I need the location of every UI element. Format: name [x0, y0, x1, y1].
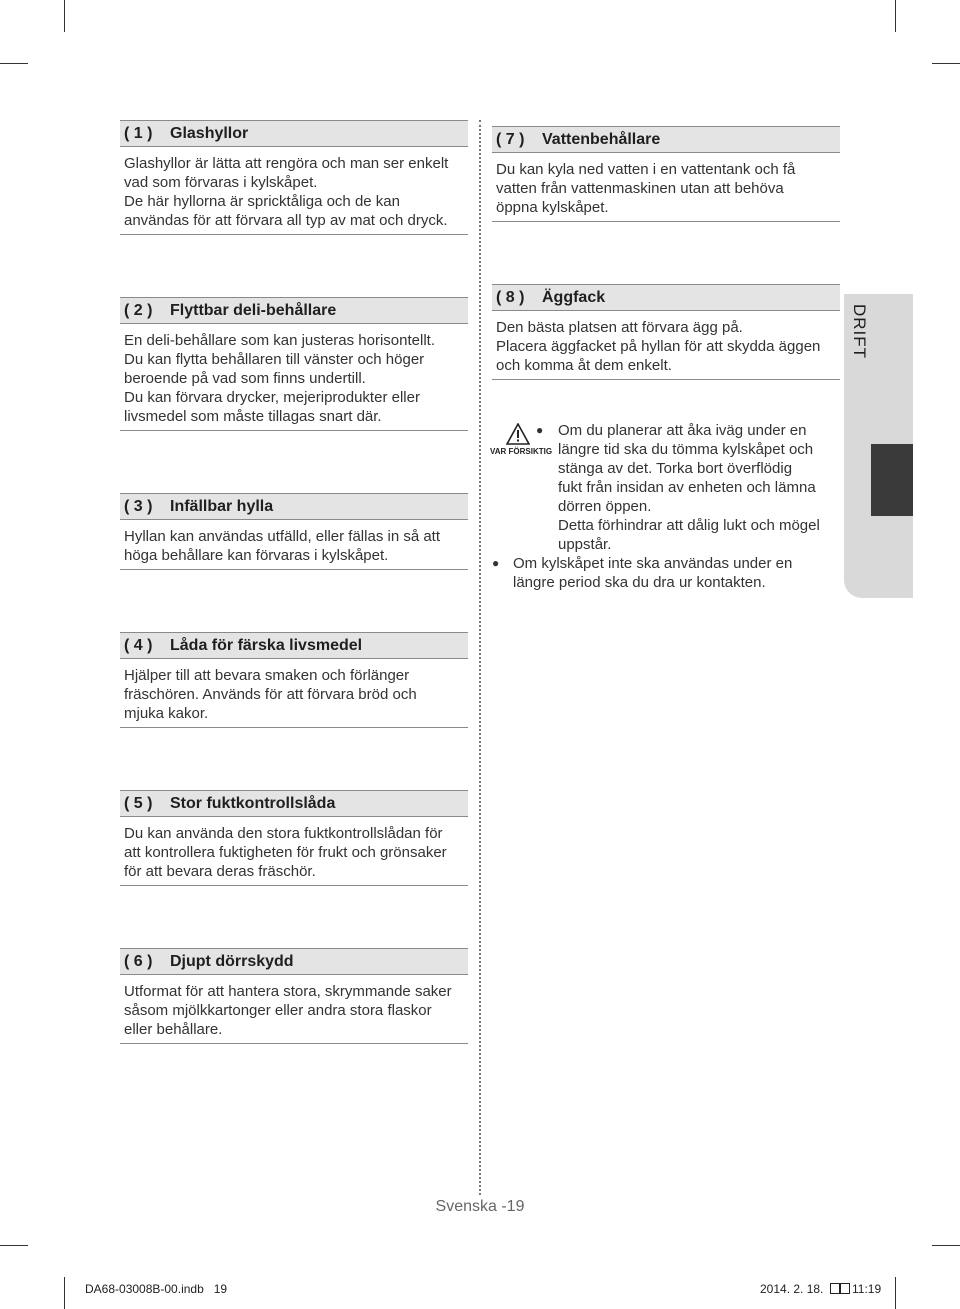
section-heading	[120, 493, 468, 520]
body-line: Hyllan kan användas utfälld, eller fällas in så att	[124, 528, 441, 545]
body-line: Du kan flytta behållaren till vänster och höger	[124, 351, 425, 368]
body-line: De här hyllorna är spricktåliga och de kan	[124, 193, 400, 210]
section-number: ( 1 )	[124, 124, 153, 142]
caution-line: Detta förhindrar att dålig lukt och mögel	[558, 517, 820, 534]
caution-label: VAR FÖRSIKTIG	[490, 447, 553, 456]
body-line: och komma åt dem enkelt.	[496, 357, 672, 374]
caution-list	[492, 421, 820, 592]
section-flyttbar-deli	[120, 297, 468, 431]
section-body	[120, 659, 468, 728]
section-aggfack	[492, 284, 840, 380]
section-title: Djupt dörrskydd	[170, 952, 294, 970]
section-number: ( 5 )	[124, 794, 153, 812]
file-name: DA68-03008B-00.indb 19	[85, 1282, 228, 1296]
section-number: ( 8 )	[496, 288, 525, 306]
section-title: Äggfack	[542, 288, 606, 306]
crop-mark	[0, 1245, 28, 1246]
crop-mark	[0, 63, 28, 64]
caution-line: fukt från insidan av enheten och lämna	[558, 479, 816, 496]
section-djupt-dorrskydd	[120, 948, 468, 1044]
caution-line: stänga av det. Torka bort överflödig	[558, 460, 793, 477]
print-date: 2014. 2. 18.	[760, 1282, 824, 1296]
body-line: beroende på vad som finns undertill.	[124, 370, 366, 387]
body-line: för att bevara deras fräschör.	[124, 863, 316, 880]
body-line: Placera äggfacket på hyllan för att skydda äggen	[496, 338, 821, 355]
section-number: ( 4 )	[124, 636, 153, 654]
body-line: En deli-behållare som kan justeras horisontellt.	[124, 332, 435, 349]
caution-line: längre period ska du dra ur kontakten.	[513, 574, 766, 591]
section-title: Infällbar hylla	[170, 497, 274, 515]
column-divider	[479, 120, 481, 1195]
body-line: Du kan förvara drycker, mejeriprodukter eller	[124, 389, 420, 406]
body-line: fräschören. Används för att förvara bröd och	[124, 686, 417, 703]
body-line: Glashyllor är lätta att rengöra och man ser enkelt	[124, 155, 449, 172]
list-item	[492, 554, 820, 592]
section-body	[120, 147, 468, 235]
section-number: ( 2 )	[124, 301, 153, 319]
section-heading	[120, 297, 468, 324]
section-title: Låda för färska livsmedel	[170, 636, 363, 654]
section-infallbar-hylla	[120, 493, 468, 570]
body-line: Du kan kyla ned vatten i en vattentank och få	[496, 161, 796, 178]
body-line: användas för att förvara all typ av mat och dryck.	[124, 212, 448, 229]
section-glashyllor	[120, 120, 468, 235]
body-line: Hjälper till att bevara smaken och förlänger	[124, 667, 410, 684]
body-line: Du kan använda den stora fuktkontrollslådan för	[124, 825, 443, 842]
caution-line: längre tid ska du tömma kylskåpet och	[558, 441, 814, 458]
section-farska-livsmedel	[120, 632, 468, 728]
crop-mark	[64, 1277, 65, 1309]
caution-line: Om kylskåpet inte ska användas under en	[513, 555, 793, 572]
section-heading	[492, 126, 840, 153]
side-tab-marker	[871, 444, 913, 516]
caution-line: Om du planerar att åka iväg under en	[558, 422, 807, 439]
crop-mark	[895, 1277, 896, 1309]
body-line: eller behållare.	[124, 1021, 223, 1038]
bullet-icon: ●	[492, 556, 500, 570]
section-body	[492, 311, 840, 380]
body-line: såsom mjölkkartonger eller andra stora flaskor	[124, 1002, 432, 1019]
body-line: öppna kylskåpet.	[496, 199, 609, 216]
list-item	[492, 421, 820, 554]
crop-mark	[932, 1245, 960, 1246]
section-number: ( 7 )	[496, 130, 525, 148]
bullet-icon: ●	[536, 423, 544, 437]
section-heading	[120, 948, 468, 975]
body-line: livsmedel som måste tillagas snart där.	[124, 408, 382, 425]
section-body	[120, 324, 468, 431]
section-heading	[120, 632, 468, 659]
print-time: 11:19	[852, 1282, 882, 1296]
section-body	[120, 817, 468, 886]
section-number: ( 3 )	[124, 497, 153, 515]
section-number: ( 6 )	[124, 952, 153, 970]
box-icon	[840, 1283, 850, 1294]
section-title: Flyttbar deli-behållare	[170, 301, 337, 319]
box-icon	[830, 1283, 840, 1294]
section-vattenbehallare	[492, 126, 840, 222]
body-line: vatten från vattenmaskinen utan att behöva	[496, 180, 784, 197]
section-fuktkontrollslada	[120, 790, 468, 886]
section-heading	[120, 120, 468, 147]
crop-mark	[895, 0, 896, 32]
section-title: Vattenbehållare	[542, 130, 661, 148]
crop-mark	[932, 63, 960, 64]
caution-line: uppstår.	[558, 536, 612, 553]
section-heading	[492, 284, 840, 311]
crop-mark	[64, 0, 65, 32]
body-line: mjuka kakor.	[124, 705, 209, 722]
caution-line: dörren öppen.	[558, 498, 652, 515]
page-number: Svenska -19	[435, 1198, 525, 1215]
section-body	[492, 153, 840, 222]
body-line: höga behållare kan förvaras i kylskåpet.	[124, 547, 389, 564]
body-line: Utformat för att hantera stora, skrymmande saker	[124, 983, 452, 1000]
body-line: vad som förvaras i kylskåpet.	[124, 174, 318, 191]
side-tab	[844, 294, 913, 598]
section-heading	[120, 790, 468, 817]
section-title: Glashyllor	[170, 124, 249, 142]
section-body	[120, 520, 468, 570]
section-title: Stor fuktkontrollslåda	[170, 794, 336, 812]
body-line: att kontrollera fuktigheten för frukt och grönsaker	[124, 844, 447, 861]
side-tab-label: DRIFT	[850, 304, 869, 360]
section-body	[120, 975, 468, 1044]
body-line: Den bästa platsen att förvara ägg på.	[496, 319, 743, 336]
